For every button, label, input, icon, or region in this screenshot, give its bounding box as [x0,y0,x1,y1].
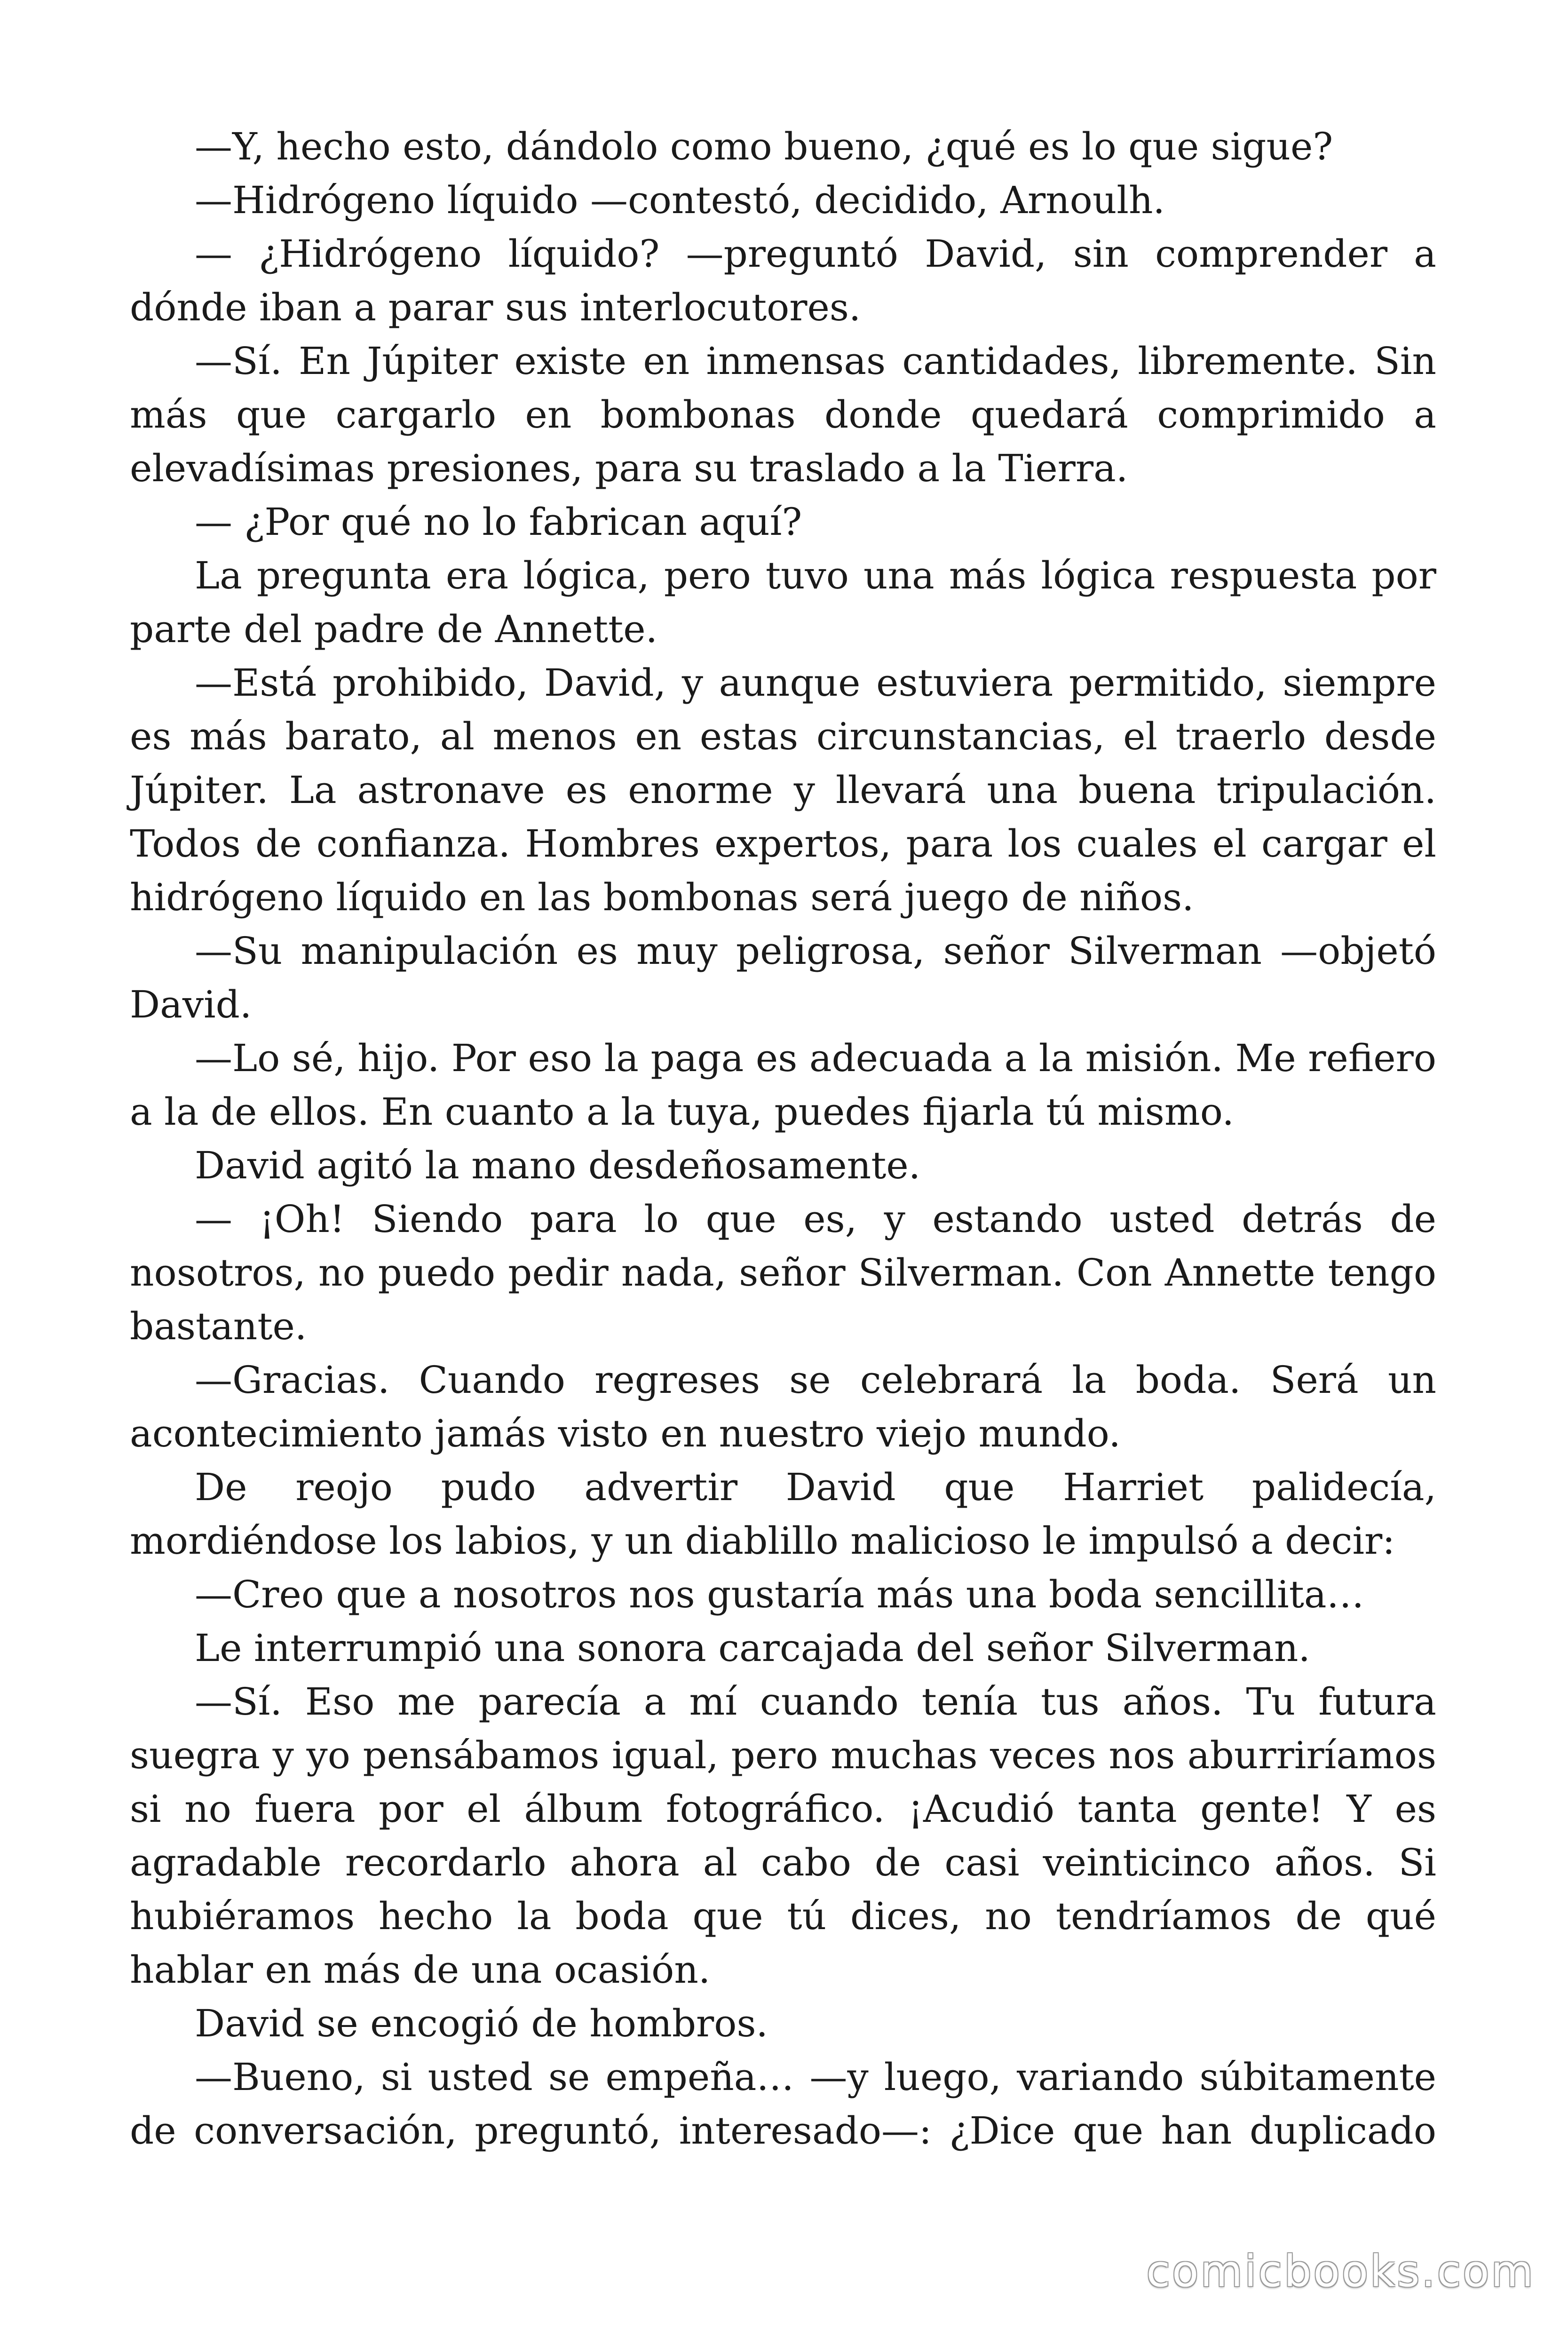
paragraph: —Sí. Eso me parecía a mí cuando tenía tus años. Tu futura suegra y yo pensábamos igual, pero muchas veces nos aburriríamos si no fuera por el álbum fotográfico. ¡Acudió tanta gente! Y es agradable recordarlo ahora al cabo de casi veinticinco años. Si hubiéramos hecho la boda que tú dices, no tendríamos de qué hablar en más de una ocasión. [130,1680,1436,1992]
paragraph: — ¿Hidrógeno líquido? —preguntó David, sin comprender a dónde iban a parar sus interlocutores. [130,232,1436,329]
paragraph: — ¿Por qué no lo fabrican aquí? [195,500,802,544]
paragraph: David agitó la mano desdeñosamente. [195,1144,921,1187]
paragraph: —Está prohibido, David, y aunque estuviera permitido, siempre es más barato, al menos en estas circunstancias, el traerlo desde Júpiter. La astronave es enorme y llevará una buena tripulación. Todos de confianza. Hombres expertos, para los cuales el cargar el hidrógeno líquido en las bombonas será juego de niños. [130,661,1436,919]
paragraph: — ¡Oh! Siendo para lo que es, y estando usted detrás de nosotros, no puedo pedir nada, señor Silverman. Con Annette tengo bastante. [130,1197,1436,1348]
paragraph: Le interrumpió una sonora carcajada del señor Silverman. [195,1626,1310,1670]
paragraph: —Su manipulación es muy peligrosa, señor Silverman —objetó David. [130,929,1436,1026]
paragraph: De reojo pudo advertir David que Harriet palidecía, mordiéndose los labios, y un diablillo malicioso le impulsó a decir: [130,1465,1436,1563]
paragraph: —Sí. En Júpiter existe en inmensas cantidades, libremente. Sin más que cargarlo en bombonas donde quedará comprimido a elevadísimas presiones, para su traslado a la Tierra. [130,339,1436,490]
paragraph: —Creo que a nosotros nos gustaría más una boda sencillita… [195,1573,1364,1616]
paragraph: David se encogió de hombros. [195,2002,768,2045]
paragraph: —Hidrógeno líquido —contestó, decidido, Arnoulh. [195,178,1165,222]
paragraph: La pregunta era lógica, pero tuvo una más lógica respuesta por parte del padre de Annette. [130,554,1436,651]
paragraph: —Gracias. Cuando regreses se celebrará la boda. Será un acontecimiento jamás visto en nuestro viejo mundo. [130,1358,1436,1455]
paragraph: —Lo sé, hijo. Por eso la paga es adecuada a la misión. Me refiero a la de ellos. En cuanto a la tuya, puedes fijarla tú mismo. [130,1036,1436,1134]
body-text [130,120,1436,2158]
site-watermark: comicbooks.com [1146,2246,1535,2296]
paragraph-continued: —Bueno, si usted se empeña… —y luego, variando súbitamente de conversación, preguntó, interesado—: ¿Dice que han duplicado [130,2055,1436,2153]
paragraph: —Y, hecho esto, dándolo como bueno, ¿qué es lo que sigue? [195,125,1333,168]
